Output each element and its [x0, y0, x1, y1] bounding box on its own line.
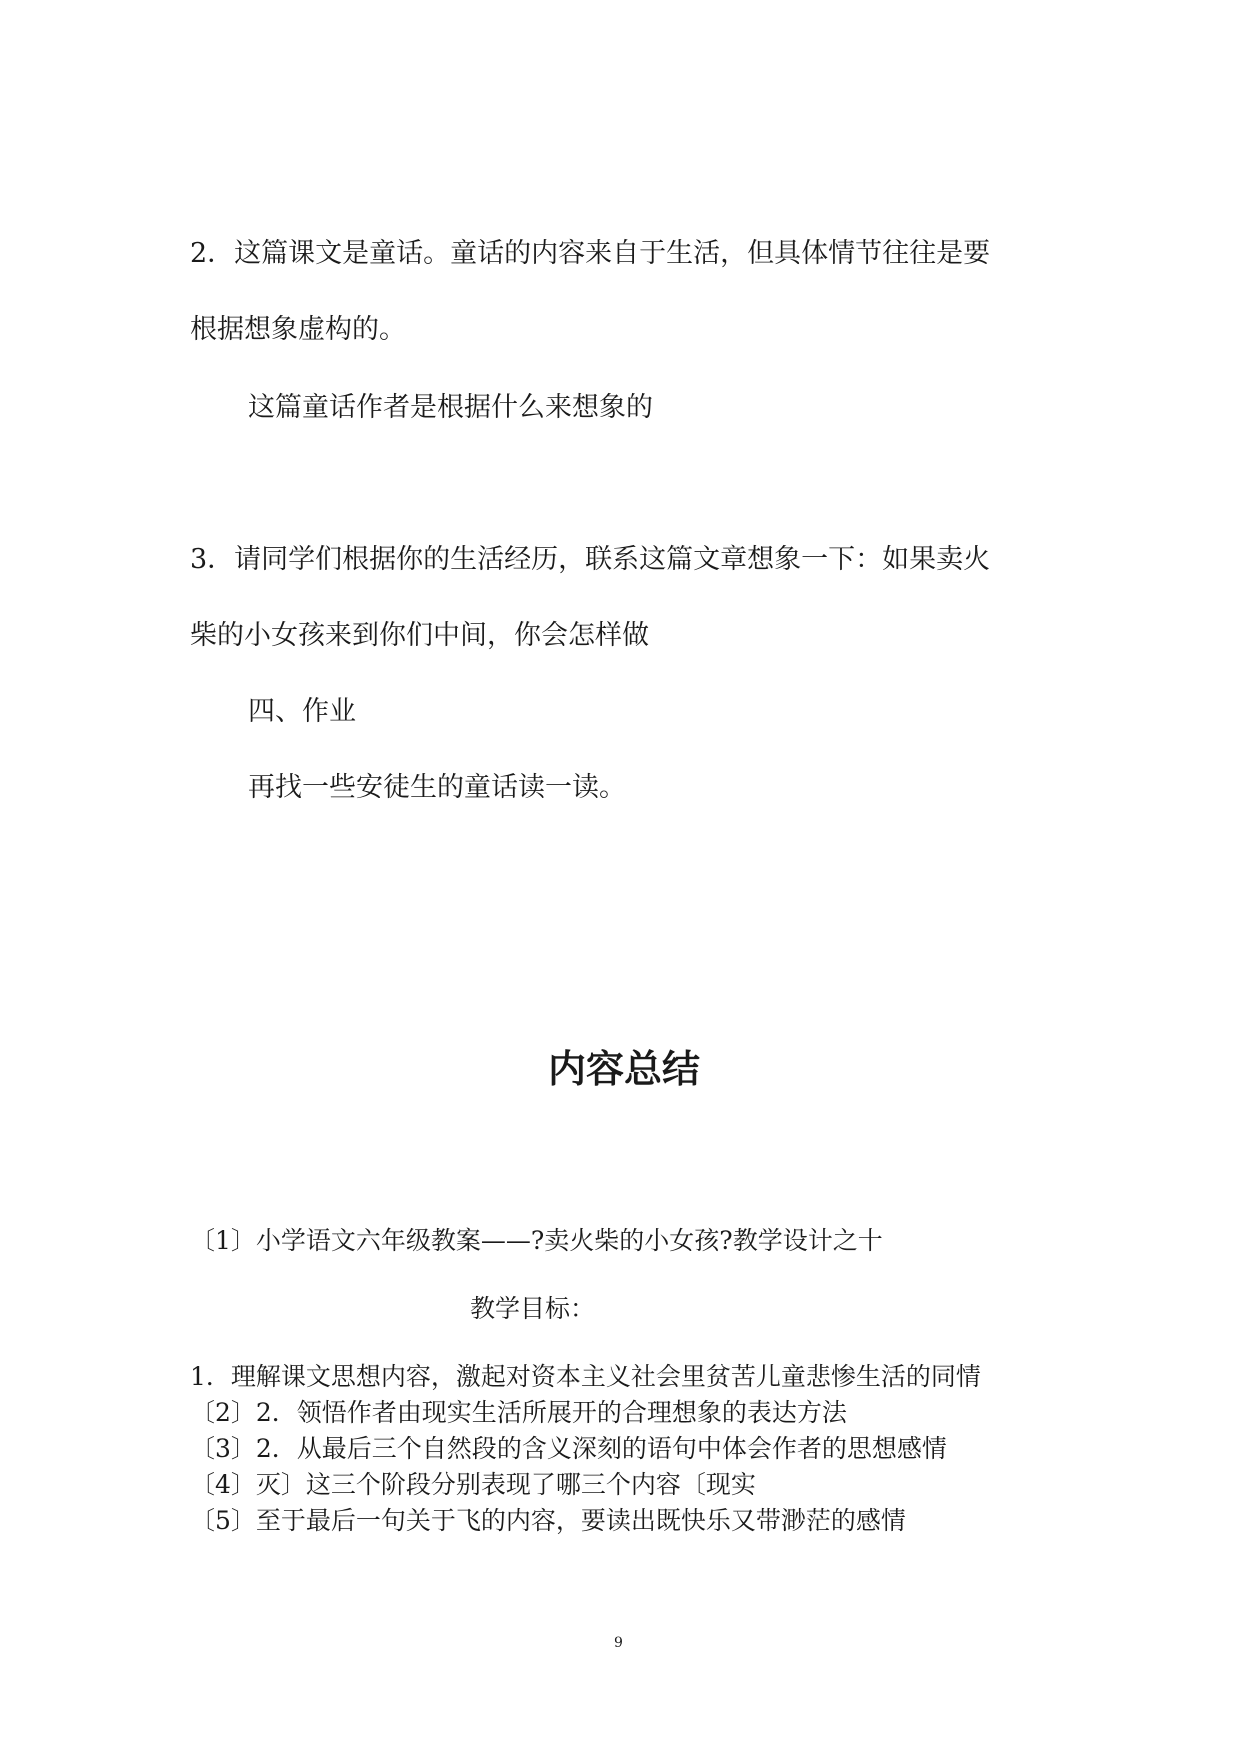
- page-number: 9: [614, 1635, 623, 1651]
- summary-item-2: 〔2〕2．领悟作者由现实生活所展开的合理想象的表达方法: [190, 1398, 847, 1427]
- paragraph-2-line-1: 2．这篇课文是童话。童话的内容来自于生活，但具体情节往往是要: [190, 238, 991, 269]
- teaching-goal-1: 1．理解课文思想内容，激起对资本主义社会里贫苦儿童悲惨生活的同情: [190, 1362, 981, 1391]
- summary-item-4: 〔4〕灭〕这三个阶段分别表现了哪三个内容〔现实: [190, 1470, 756, 1499]
- paragraph-3-line-1: 3．请同学们根据你的生活经历，联系这篇文章想象一下：如果卖火: [190, 544, 991, 575]
- summary-item-5: 〔5〕至于最后一句关于飞的内容，要读出既快乐又带渺茫的感情: [190, 1506, 906, 1535]
- paragraph-2-question: 这篇童话作者是根据什么来想象的: [248, 392, 653, 423]
- summary-title: 内容总结: [548, 1047, 701, 1091]
- paragraph-2-line-2: 根据想象虚构的。: [190, 314, 406, 345]
- paragraph-3-line-2: 柴的小女孩来到你们中间，你会怎样做: [190, 620, 649, 651]
- summary-item-1: 〔1〕小学语文六年级教案——?卖火柴的小女孩?教学设计之十: [190, 1226, 883, 1255]
- summary-item-3: 〔3〕2．从最后三个自然段的含义深刻的语句中体会作者的思想感情: [190, 1434, 947, 1463]
- homework-text: 再找一些安徒生的童话读一读。: [248, 772, 626, 803]
- homework-heading: 四、作业: [248, 696, 356, 727]
- teaching-goals-label: 教学目标：: [470, 1294, 596, 1323]
